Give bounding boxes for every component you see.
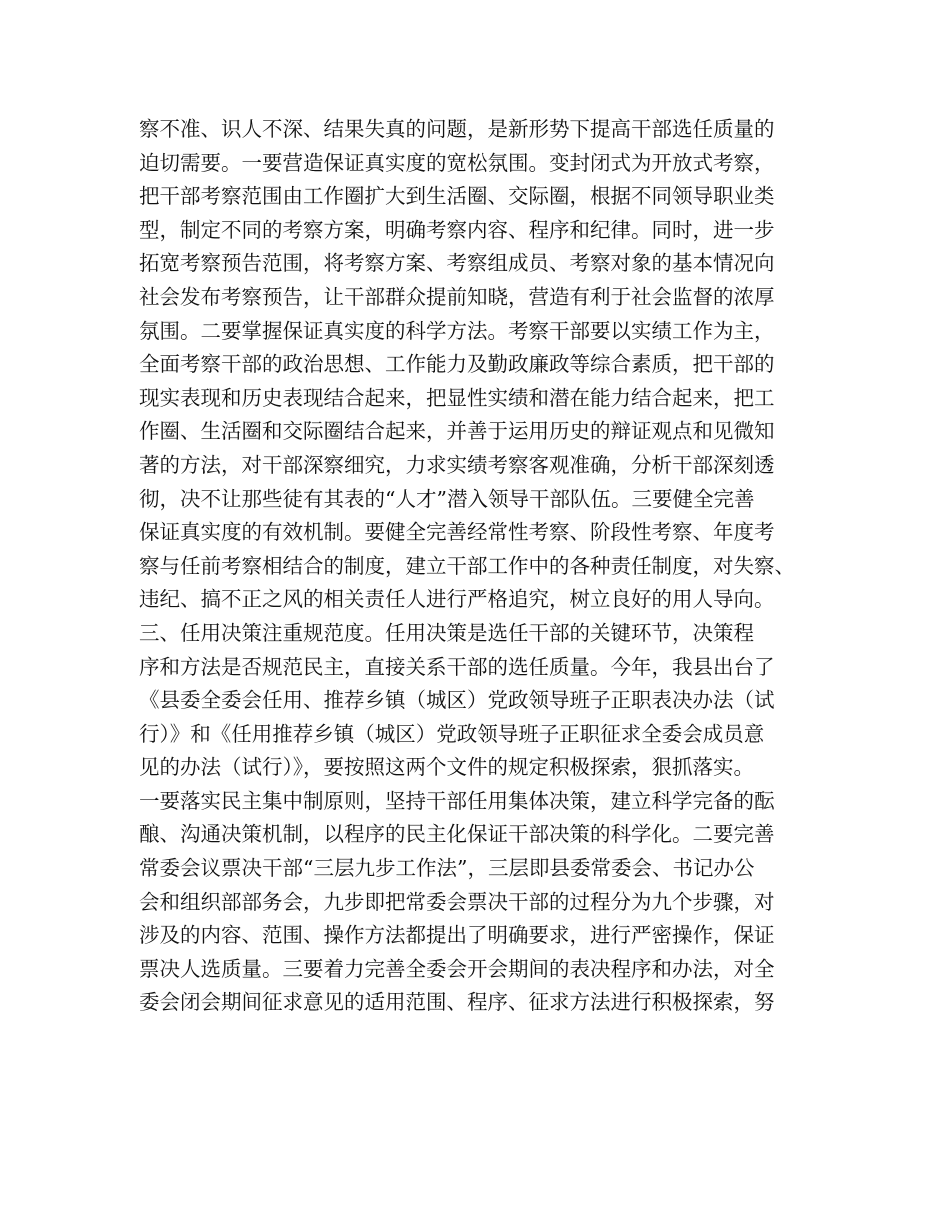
text-line: 彻，决不让那些徒有其表的“人才”潜入领导干部队伍。三要健全完善 — [139, 486, 755, 511]
text-line: 一要落实民主集中制原则，坚持干部任用集体决策，建立科学完备的酝 — [139, 788, 775, 813]
text-line: 委会闭会期间征求意见的适用范围、程序、征求方法进行积极探索，努 — [139, 990, 775, 1015]
text-line: 序和方法是否规范民主，直接关系干部的选任质量。今年，我县出台了 — [139, 654, 775, 679]
text-line: 现实表现和历史表现结合起来，把显性实绩和潜在能力结合起来，把工 — [139, 385, 775, 410]
text-line: 把干部考察范围由工作圈扩大到生活圈、交际圈，根据不同领导职业类 — [139, 184, 775, 209]
text-line: 迫切需要。一要营造保证真实度的宽松氛围。变封闭式为开放式考察， — [139, 150, 775, 175]
text-line: 保证真实度的有效机制。要健全完善经常性考察、阶段性考察、年度考 — [139, 520, 775, 545]
text-line: 作圈、生活圈和交际圈结合起来，并善于运用历史的辩证观点和见微知 — [139, 419, 775, 444]
text-line: 全面考察干部的政治思想、工作能力及勤政廉政等综合素质，把干部的 — [139, 352, 775, 377]
section-heading-line: 三、任用决策注重规范度。任用决策是选任干部的关键环节，决策程 — [139, 620, 754, 645]
text-line: 氛围。二要掌握保证真实度的科学方法。考察干部要以实绩工作为主， — [139, 318, 775, 343]
text-line: 社会发布考察预告，让干部群众提前知晓，营造有利于社会监督的浓厚 — [139, 284, 775, 309]
text-line: 酿、沟通决策机制，以程序的民主化保证干部决策的科学化。二要完善 — [139, 822, 775, 847]
body-text — [139, 113, 829, 1020]
text-line: 《县委全委会任用、推荐乡镇（城区）党政领导班子正职表决办法（试 — [139, 688, 775, 713]
text-line: 察不准、识人不深、结果失真的问题，是新形势下提高干部选任质量的 — [139, 117, 775, 141]
text-line: 见的办法（试行）》，要按照这两个文件的规定积极探索，狠抓落实。 — [139, 755, 754, 780]
text-line: 票决人选质量。三要着力完善全委会开会期间的表决程序和办法，对全 — [139, 956, 775, 981]
text-line: 会和组织部部务会，九步即把常委会票决干部的过程分为九个步骤，对 — [139, 889, 775, 914]
text-line: 著的方法，对干部深察细究，力求实绩考察客观准确，分析干部深刻透 — [139, 452, 775, 477]
text-line: 违纪、搞不正之风的相关责任人进行严格追究，树立良好的用人导向。 — [139, 587, 775, 612]
text-line: 行）》和《任用推荐乡镇（城区）党政领导班子正职征求全委会成员意 — [139, 721, 765, 746]
text-line: 型，制定不同的考察方案，明确考察内容、程序和纪律。同时，进一步 — [139, 217, 775, 242]
text-line: 察与任前考察相结合的制度，建立干部工作中的各种责任制度，对失察、 — [139, 553, 795, 578]
text-line: 拓宽考察预告范围，将考察方案、考察组成员、考察对象的基本情况向 — [139, 251, 775, 276]
text-line: 常委会议票决干部“三层九步工作法”，三层即县委常委会、书记办公 — [139, 856, 755, 881]
text-line: 涉及的内容、范围、操作方法都提出了明确要求，进行严密操作，保证 — [139, 923, 775, 948]
